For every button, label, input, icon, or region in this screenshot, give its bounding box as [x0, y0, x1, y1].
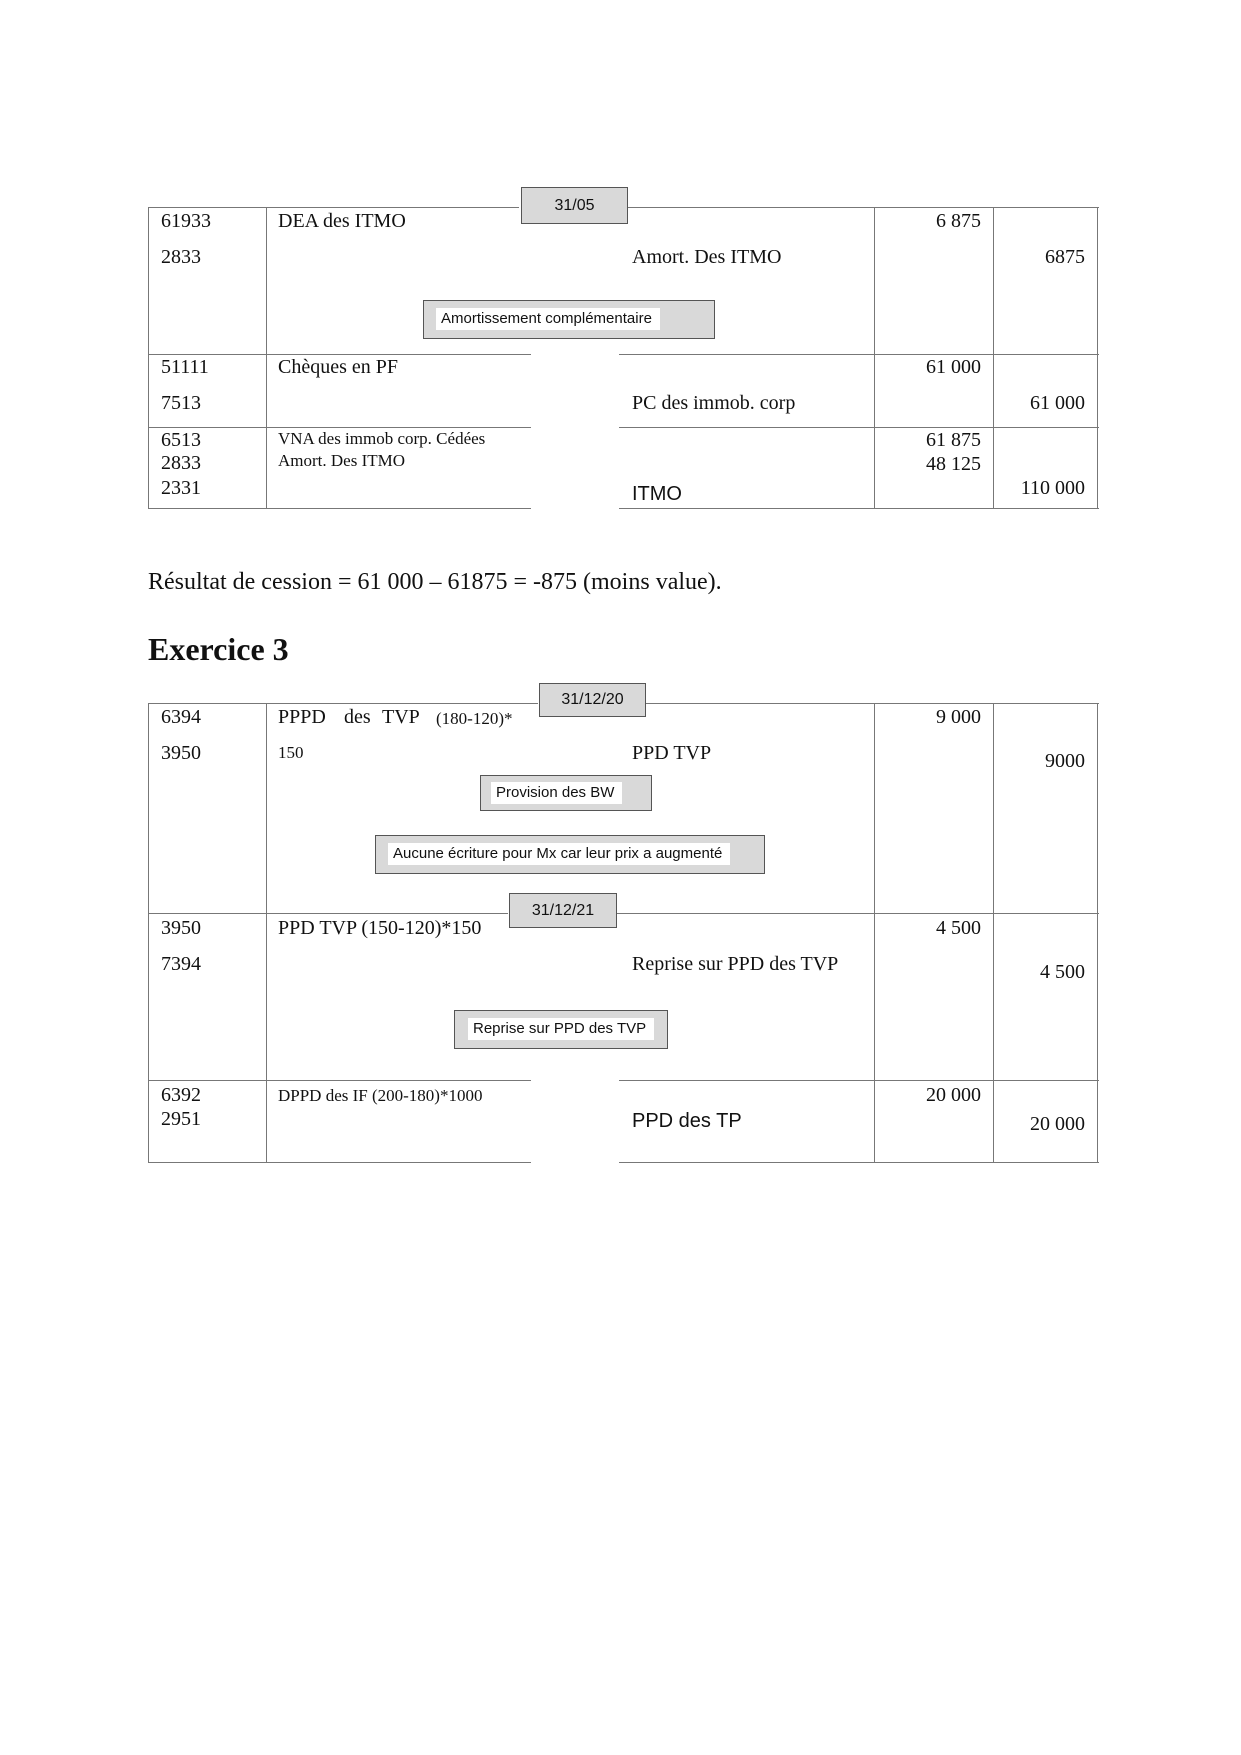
table-border — [645, 703, 1099, 704]
entry-formula: 150 — [278, 743, 304, 762]
row-divider — [148, 427, 531, 428]
account-number: 51111 — [161, 356, 209, 378]
account-number: 6513 — [161, 429, 201, 451]
entry-label: DEA des ITMO — [278, 210, 406, 232]
table-border — [619, 508, 1099, 509]
credit-amount: 4 500 — [1040, 961, 1085, 983]
entry-label: PC des immob. corp — [632, 392, 796, 414]
credit-amount: 20 000 — [1030, 1113, 1085, 1135]
debit-amount: 61 000 — [926, 356, 981, 378]
note-text: Reprise sur PPD des TVP — [468, 1018, 654, 1040]
account-number: 2951 — [161, 1108, 201, 1130]
note-text: Amortissement complémentaire — [436, 308, 660, 330]
date-label: 31/12/20 — [539, 683, 646, 717]
entry-label: Amort. Des ITMO — [278, 451, 406, 470]
column-divider — [266, 703, 267, 1162]
account-number: 2331 — [161, 477, 201, 499]
row-divider — [148, 1080, 531, 1081]
table-border — [619, 1162, 1099, 1163]
table-border — [1097, 703, 1098, 1162]
column-divider — [266, 207, 267, 508]
entry-label-part: PPPD — [278, 706, 326, 728]
row-divider — [148, 913, 508, 914]
credit-amount: 61 000 — [1030, 392, 1085, 414]
row-divider — [148, 354, 531, 355]
table-border — [148, 703, 538, 704]
table-border — [148, 508, 531, 509]
section-heading: Exercice 3 — [148, 631, 289, 667]
credit-amount: 6875 — [1045, 246, 1085, 268]
date-label: 31/05 — [521, 187, 628, 224]
entry-label: Reprise sur PPD des TVP — [632, 953, 839, 975]
table-border — [148, 703, 149, 1162]
debit-amount: 9 000 — [936, 706, 981, 728]
row-divider — [619, 1080, 1099, 1081]
account-number: 3950 — [161, 917, 201, 939]
account-number: 3950 — [161, 742, 201, 764]
debit-amount: 48 125 — [926, 453, 981, 475]
row-divider — [619, 427, 1099, 428]
account-number: 7394 — [161, 953, 201, 975]
table-border — [148, 1162, 531, 1163]
entry-label-part: des — [344, 706, 371, 728]
account-number: 6394 — [161, 706, 201, 728]
column-divider — [993, 207, 994, 508]
credit-amount: 9000 — [1045, 750, 1085, 772]
note-box — [423, 300, 715, 339]
account-number: 2833 — [161, 246, 201, 268]
column-divider — [993, 703, 994, 1162]
account-number: 61933 — [161, 210, 211, 232]
entry-label: PPD des TP — [632, 1110, 742, 1132]
entry-label: VNA des immob corp. Cédées — [278, 429, 486, 448]
entry-label: ITMO — [632, 483, 682, 505]
entry-label: Amort. Des ITMO — [632, 246, 782, 268]
note-box — [480, 775, 652, 811]
note-text: Provision des BW — [491, 782, 622, 804]
entry-label: PPD TVP — [632, 742, 712, 764]
column-divider — [874, 207, 875, 508]
table-border — [1097, 207, 1098, 508]
row-divider — [617, 913, 1099, 914]
entry-label: DPPD des IF (200-180)*1000 — [278, 1086, 483, 1105]
debit-amount: 61 875 — [926, 429, 981, 451]
debit-amount: 4 500 — [936, 917, 981, 939]
note-text: Aucune écriture pour Mx car leur prix a augmenté — [388, 843, 730, 865]
table-border — [627, 207, 1099, 208]
row-divider — [619, 354, 1099, 355]
entry-label-part: TVP — [382, 706, 420, 728]
column-divider — [874, 703, 875, 1162]
entry-label: Chèques en PF — [278, 356, 398, 378]
note-box — [454, 1010, 668, 1049]
account-number: 7513 — [161, 392, 201, 414]
account-number: 2833 — [161, 452, 201, 474]
date-label: 31/12/21 — [509, 893, 617, 928]
debit-amount: 6 875 — [936, 210, 981, 232]
credit-amount: 110 000 — [1020, 477, 1085, 499]
table-border — [148, 207, 519, 208]
debit-amount: 20 000 — [926, 1084, 981, 1106]
result-paragraph: Résultat de cession = 61 000 – 61875 = -875 (moins value). — [148, 569, 722, 595]
note-box — [375, 835, 765, 874]
table-border — [148, 207, 149, 508]
account-number: 6392 — [161, 1084, 201, 1106]
entry-label: PPD TVP (150-120)*150 — [278, 917, 482, 939]
entry-formula: (180-120)* — [436, 709, 513, 728]
